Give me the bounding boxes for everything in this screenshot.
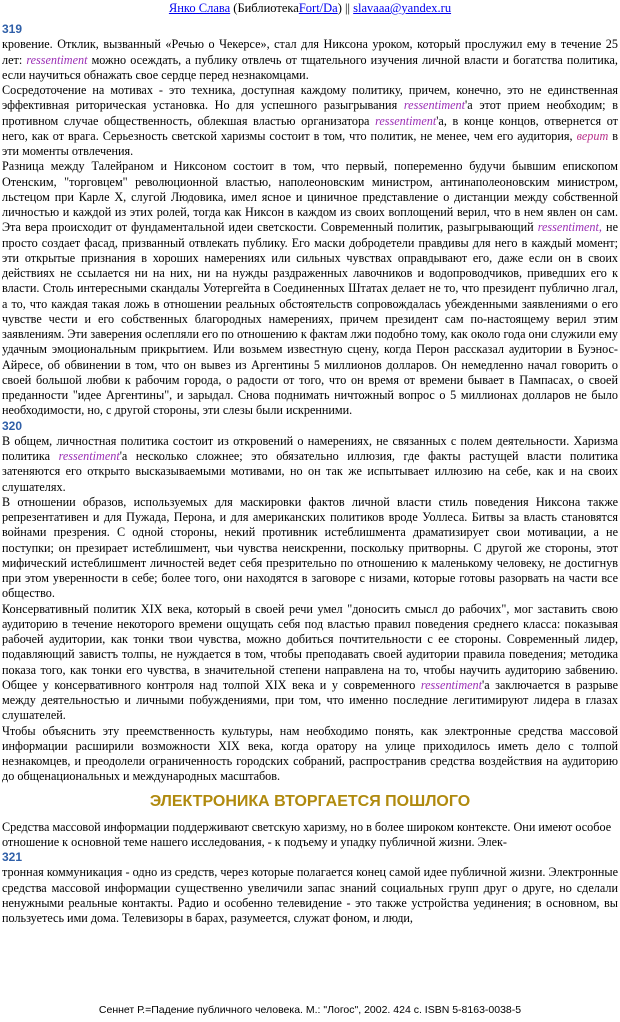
paragraph-8: Средства массовой информации поддерживают светскую харизму, но в более широком контексте. Они имеют особое отношение к основной теме нашего исследования, - к подъему и упадку публичной жизни. Элек- xyxy=(2,819,612,849)
verit-term: верит xyxy=(576,128,609,143)
paragraph-5: В отношении образов, используемых для маскировки фактов личной власти стиль поведения Никсона также репрезентативен и для Пужада, Перона, и для американских политиков вроде Уоллеса. Битвы за власть становятся войнами презрения. С одной стороны, некий противник истеблишмента драматизирует свои мотивации, а не поступки; он презирает истеблишмент, чьи чувства неискренни, поскольку притворны. С другой же стороны, этот мифический истеблишмент личностей ведет себя презрительно по отношению к маленькому человеку, не достигнув при этом уверенности в себе; более того, они находятся в заговоре с низами, которые готовы разорвать на части все общество. xyxy=(2,494,618,601)
page-footer: Сеннет Р.=Падение публичного человека. М.: "Логос", 2002. 424 с. ISBN 5-8163-0038-5 xyxy=(98,1004,522,1016)
paragraph-3: Разница между Талейраном и Никсоном состоит в том, что первый, попеременно будучи бывшим епископом Отенским, "торговцем" революционной властью, наполеоновским министром, антинаполеоновским министром, льстецом при Карле X, слугой Людовика, имел ясное и циничное представление о дистанции между собственной личностью и каждой из этих ролей, тогда как Никсон в каждом из своих воплощений верил, что в нем явлен он сам. Эта вера происходит от фундаментальной идеи светскости. Современный политик, разыгрывающий ressentiment, не просто создает фасад, призванный отвлекать публику. Его маски добродетели правдивы для него в каждый момент; эти открытые признания в хороших намерениях или сильных чувствах оправдывают его, даже если он в своих действиях не ссылается ни на них, ни на нужды раздраженных лавочников и водопроводчиков, приведших его к власти. Столь интересными скандалы Уотергейта в Соединенных Штатах делает не то, что президент публично лгал, а то, что каждая такая ложь в отношении реальных обстоятельств сопровождалась убежденными заявлениями о его чувстве чести и его собственных благородных намерениях, причем президент сам по-настоящему верил этим заявлениям. Эти заверения ослепляли его по отношению к фактам лжи подобно тому, как около года они служили ему удачным эмоциональным прикрытием. Или возьмем известную сцену, когда Перон рассказал аудитории в Буэнос-Айресе, об обвинении в том, что он вывез из Аргентины 5 миллионов долларов. Он немедленно начал говорить о своей большой любви к рабочим города, о радости от того, что он время от времени бывает в Пампасах, о своей преданности "идее Аргентины", и зарыдал. Снова поднимать ничтожный вопрос о 5 миллионах долларов не было необходимости, но, с другой стороны, эти слезы были искренними. xyxy=(2,159,618,418)
ressentiment-term: ressentiment, xyxy=(537,220,602,235)
ressentiment-term: ressentiment xyxy=(58,449,120,463)
paragraph-9: тронная коммуникация - одно из средств, через которые полагается конец самой идее публичной жизни. Электронные средства массовой информации существенно увеличили запас знаний социальных групп друг о друге, но сделали ненужными реальные контакты. Радио и особенно телевидение - это также устройства уединения; в основном, вы пользуетесь ими дома. Телевизоры в барах, разумеется, служат фоном, и люди, xyxy=(2,865,618,925)
paragraph-7: Чтобы объяснить эту преемственность культуры, нам необходимо понять, как электронные средства массовой информации расширили возможности XIX века, когда оратору на улице приходилось иметь дело с толпой незнакомцев, и преодолели ограниченность городских собраний, распространив средства воздействия на аудиторию до общенациональных и международных масштабов. xyxy=(2,723,618,784)
email-link[interactable]: slavaaa@yandex.ru xyxy=(353,1,452,15)
ressentiment-term: ressentiment xyxy=(375,113,437,128)
page-number-321: 321 xyxy=(2,850,23,864)
header-separator: ) || xyxy=(337,1,351,15)
document-body xyxy=(2,22,618,926)
paragraph-4: В общем, личностная политика состоит из откровений о намерениях, не связанных с полем деятельности. Харизма политика ressentiment'а несколько сложнее; это обязательно иллюзия, где факты растущей власти политика затеняются его открыто высказываемыми мотивами, но он так же испытывает иллюзию на себе, как и на своих слушателях. xyxy=(2,433,618,494)
page-number-320: 320 xyxy=(2,418,23,433)
paragraph-6: Консервативный политик XIX века, который в своей речи умел "доносить смысл до рабочих", мог заставить свою аудиторию в течение некоторого времени ощущать себя под властью правил поведения среднего класса: показывая рабочей аудитории, как тонки твои чувства, можно добиться почтительности с ее стороны. Современный лидер, подавляющий завистъ толпы, не нуждается в том, чтобы преподавать своей аудитории правила поведения; методика показа того, как тонки его чувства, в значительной степени направлена на то, чтобы научить аудиторию забвению. Общее у консервативного контроля над толпой XIX века и у современного ressentiment'а заключается в разрыве между деятельностью и личными побуждениями, при том, что именно последние легитимируют лидера в глазах слушателей. xyxy=(2,601,619,723)
header-library-open: (Библиотека xyxy=(233,1,299,15)
paragraph-2: Сосредоточение на мотивах - это техника, доступная каждому политику, причем, конечно, это не единственная эффективная риторическая установка. Но для успешного разыгрывания ressentiment'а этот прием необходим; в противном случае общественность, облекшая властью организатора ressentiment'а, в конце концов, отвернется от него, как от врага. Серьезность светской харизмы состоит в том, что политик, не менее, чем его аудитория, верит в эти моменты отвлечения. xyxy=(2,83,618,158)
page-number-319: 319 xyxy=(2,22,23,36)
library-link[interactable]: Fort/Da xyxy=(298,1,338,15)
ressentiment-term: ressentiment xyxy=(403,98,466,113)
ressentiment-term: ressentiment xyxy=(420,677,483,692)
author-link[interactable]: Янко Слава xyxy=(168,1,231,15)
paragraph-1: кровение. Отклик, вызванный «Речью о Чекерсе», стал для Никсона уроком, который прослужил ему в течение 25 лет: ressentiment можно осеждать, а публику отвлечь от тщательного изучения личной власти и богатства политика, если научиться обнажать свое сердце перед незнакомцами. xyxy=(2,37,618,82)
page-header xyxy=(0,0,620,18)
section-title: ЭЛЕКТРОНИКА ВТОРГАЕТСЯ ПОШЛОГО xyxy=(149,792,471,810)
ressentiment-term: ressentiment xyxy=(26,52,88,67)
